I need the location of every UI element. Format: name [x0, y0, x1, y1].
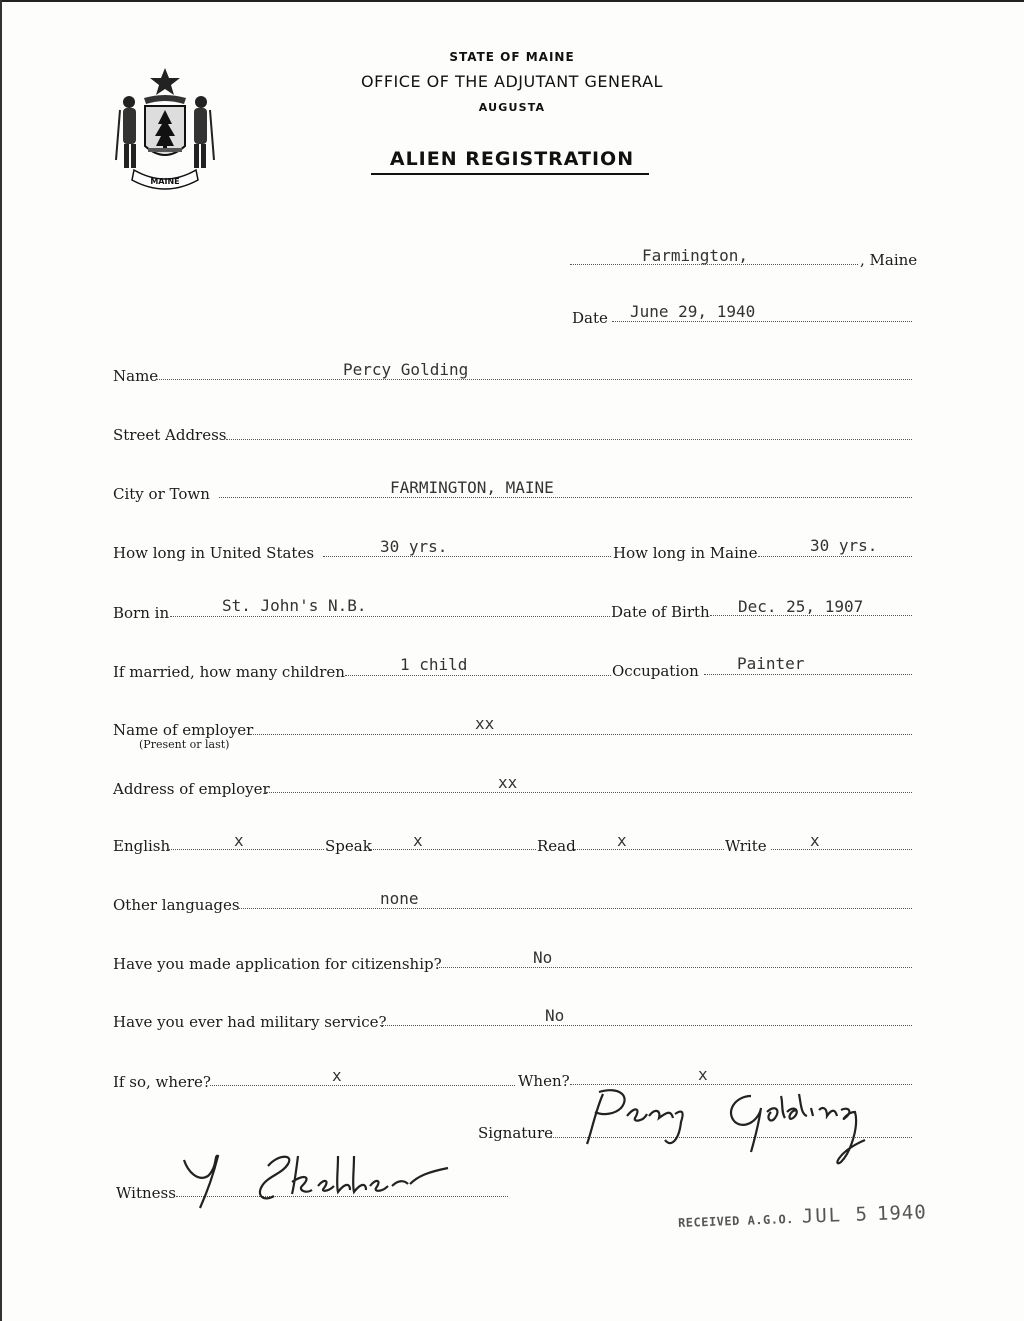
signature-label: Signature — [478, 1124, 554, 1142]
employer-address-dots — [266, 792, 912, 793]
where-value: x — [332, 1066, 342, 1085]
office-heading: OFFICE OF THE ADJUTANT GENERAL — [361, 72, 663, 91]
children-dots — [345, 675, 611, 676]
english-label: English — [113, 837, 171, 855]
city-heading: AUGUSTA — [478, 101, 546, 114]
stamp-year: 1940 — [876, 1201, 928, 1226]
maine-duration-label: How long in Maine — [613, 544, 758, 562]
name-value: Percy Golding — [343, 360, 469, 379]
svg-text:MAINE: MAINE — [150, 177, 180, 186]
born-value: St. John's N.B. — [222, 596, 367, 615]
read-dots — [574, 849, 724, 850]
write-label: Write — [725, 837, 767, 855]
town-dots — [219, 497, 912, 498]
employer-address-value: xx — [498, 773, 518, 792]
maine-duration-value: 30 yrs. — [810, 536, 878, 555]
maine-duration-dots — [758, 556, 912, 557]
born-dots — [170, 616, 610, 617]
stamp-date: JUL 5 — [801, 1203, 870, 1228]
where-label: If so, where? — [113, 1073, 211, 1091]
employer-sublabel: (Present or last) — [139, 738, 230, 751]
when-label: When? — [518, 1072, 570, 1090]
form-title: ALIEN REGISTRATION — [389, 148, 635, 170]
children-label: If married, how many children — [113, 663, 345, 681]
write-dots — [771, 849, 912, 850]
title-underline — [371, 173, 649, 175]
children-value: 1 child — [400, 655, 468, 674]
military-value: No — [545, 1006, 565, 1025]
occupation-label: Occupation — [612, 662, 699, 680]
date-value: June 29, 1940 — [630, 302, 756, 321]
employer-dots — [250, 734, 912, 735]
applicant-signature — [575, 1082, 905, 1172]
read-value: x — [617, 831, 627, 850]
occupation-dots — [704, 674, 912, 675]
other-languages-dots — [237, 908, 912, 909]
military-label: Have you ever had military service? — [113, 1013, 387, 1031]
page-border-top — [0, 0, 1024, 2]
citizenship-dots — [437, 967, 912, 968]
witness-signature — [178, 1146, 478, 1216]
town-value: FARMINGTON, MAINE — [390, 478, 554, 497]
where-dots — [210, 1085, 515, 1086]
street-label: Street Address — [113, 426, 227, 444]
street-dots — [226, 439, 912, 440]
speak-value: x — [413, 831, 423, 850]
military-dots — [380, 1025, 912, 1026]
date-label: Date — [572, 309, 608, 327]
witness-label: Witness — [116, 1184, 176, 1202]
english-value: x — [234, 831, 244, 850]
received-stamp — [678, 1201, 927, 1232]
us-duration-dots — [323, 556, 611, 557]
english-dots — [168, 849, 324, 850]
when-value: x — [698, 1065, 708, 1084]
other-languages-label: Other languages — [113, 896, 240, 914]
dob-value: Dec. 25, 1907 — [738, 597, 864, 616]
employer-label: Name of employer — [113, 721, 254, 739]
us-duration-value: 30 yrs. — [380, 537, 448, 556]
citizenship-value: No — [533, 948, 553, 967]
page-border-left — [0, 0, 2, 1321]
employer-address-label: Address of employer — [113, 780, 270, 798]
read-label: Read — [537, 837, 576, 855]
born-label: Born in — [113, 604, 170, 622]
date-dots — [612, 321, 912, 322]
town-label: City or Town — [113, 485, 210, 503]
speak-label: Speak — [325, 837, 372, 855]
employer-value: xx — [475, 714, 495, 733]
place-suffix: , Maine — [860, 251, 918, 269]
dob-label: Date of Birth — [611, 603, 710, 621]
place-value: Farmington, — [642, 246, 748, 265]
other-languages-value: none — [380, 889, 419, 908]
stamp-text: RECEIVED A.G.O. — [677, 1211, 795, 1230]
write-value: x — [810, 831, 820, 850]
us-duration-label: How long in United States — [113, 544, 315, 562]
citizenship-label: Have you made application for citizenship? — [113, 955, 442, 973]
name-dots — [157, 379, 912, 380]
occupation-value: Painter — [737, 654, 805, 673]
name-label: Name — [113, 367, 159, 385]
state-heading: STATE OF MAINE — [449, 50, 575, 64]
speak-dots — [370, 849, 536, 850]
